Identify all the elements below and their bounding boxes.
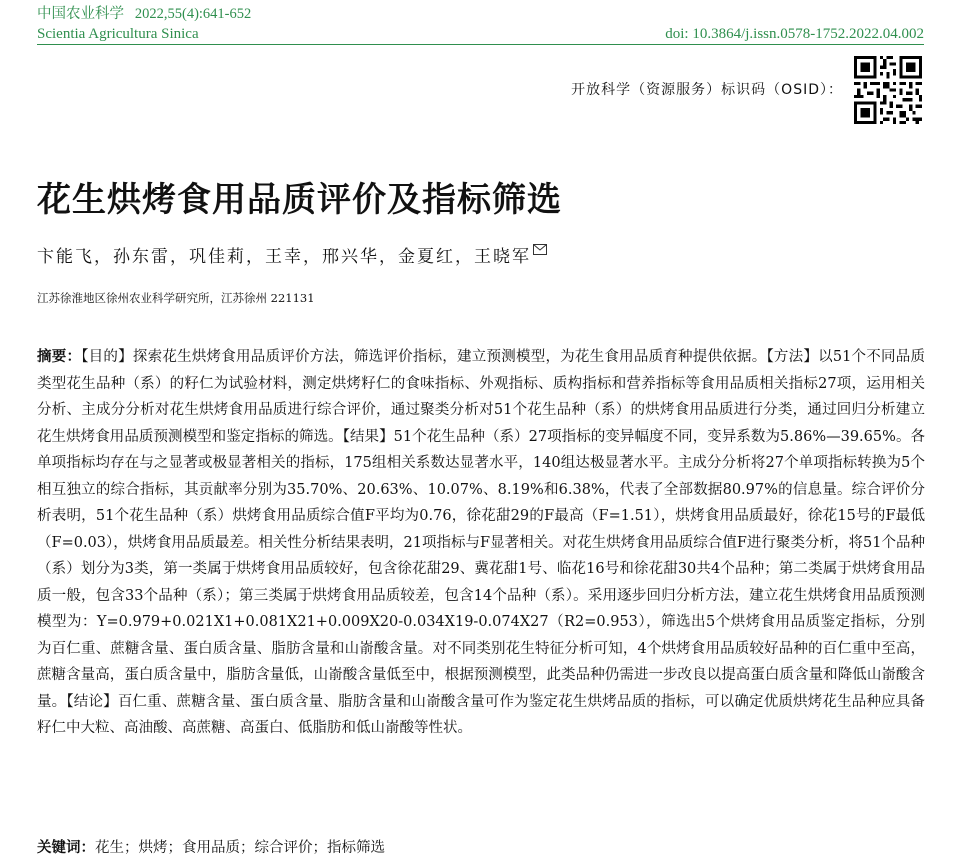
header-line-2: [37, 24, 924, 45]
doi-link[interactable]: doi: 10.3864/j.issn.0578-1752.2022.04.002: [665, 26, 924, 42]
header-line-1: [37, 4, 924, 24]
author-names: 卞能飞，孙东雷，巩佳莉，王幸，邢兴华，金夏红，王晓军: [37, 247, 531, 267]
keywords: [37, 836, 385, 860]
abstract: [37, 344, 925, 742]
author-list: [37, 242, 547, 267]
affiliation: 江苏徐淮地区徐州农业科学研究所，江苏徐州 221131: [37, 291, 315, 305]
journal-name-cn: 中国农业科学: [37, 6, 124, 22]
abstract-text: 【目的】探索花生烘烤食用品质评价方法，筛选评价指标，建立预测模型，为花生食用品质育种提供依据。【方法】以51个不同品质类型花生品种（系）的籽仁为试验材料，测定烘烤籽仁的食味指标、外观指标、质构指标和营养指标等食用品质相关指标27项，运用相关分析、主成分分析对花生烘烤食用品质进行综合评价，通过聚类分析对51个花生品种（系）的烘烤食用品质进行分类，通过回归分析建立花生烘烤食用品质预测模型和鉴定指标的筛选。【结果】51个花生品种（系）27项指标的变异幅度不同，变异系数为5.86%—39.65%。各单项指标均存在与之显著或极显著相关的指标，175组相关系数达显著水平，140组达极显著水平。主成分分析将27个单项指标转换为5个相互独立的综合指标，其贡献率分别为35.70%、20.63%、10.07%、8.19%和6.38%，代表了全部数据80.97%的信息量。综合评价分析表明，51个花生品种（系）烘烤食用品质综合值F平均为0.76，徐花甜29的F最高（F=1.51），烘烤食用品质最好，徐花15号的F最低（F=0.03），烘烤食用品质最差。相关性分析结果表明，21项指标与F显著相关。对花生烘烤食用品质综合值F进行聚类分析，将51个品种（系）划分为3类，第一类属于烘烤食用品质较好，包含徐花甜29、冀花甜1号、临花16号和徐花甜30共4个品种；第二类属于烘烤食用品质一般，包含33个品种（系）；第三类属于烘烤食用品质较差，包含14个品种（系）。采用逐步回归分析方法，建立花生烘烤食用品质预测模型为：Y=0.979+0.021X1+0.081X21+0.009X20-0.034X19-0.074X27（R2=0.953），筛选出5个烘烤食用品质鉴定指标，分别为百仁重、蔗糖含量、蛋白质含量、脂肪含量和山嵛酸含量。对不同类别花生特征分析可知，4个烘烤食用品质较好品种的百仁重中至高，蔗糖含量高，蛋白质含量中，脂肪含量低，山嵛酸含量低至中，根据预测模型，此类品种仍需进一步改良以提高蛋白质含量和降低山嵛酸含量。【结论】百仁重、蔗糖含量、蛋白质含量、脂肪含量和山嵛酸含量可作为鉴定花生烘烤品质的指标，可以确定优质烘烤花生品种应具备籽仁中大粒、高油酸、高蔗糖、高蛋白、低脂肪和低山嵛酸等性状。: [37, 349, 925, 736]
qr-code-icon[interactable]: [854, 56, 922, 124]
abstract-label: 摘要：: [37, 349, 82, 365]
citation: 2022,55(4):641-652: [134, 6, 252, 22]
osid-label: 开放科学（资源服务）标识码（OSID）：: [571, 82, 843, 98]
journal-name-en: Scientia Agricultura Sinica: [37, 26, 199, 42]
journal-citation: [37, 4, 251, 24]
keywords-label: 关键词：: [37, 840, 95, 856]
article-title: 花生烘烤食用品质评价及指标筛选: [37, 180, 562, 220]
keywords-text: 花生；烘烤；食用品质；综合评价；指标筛选: [95, 840, 385, 856]
envelope-icon[interactable]: [533, 244, 547, 255]
